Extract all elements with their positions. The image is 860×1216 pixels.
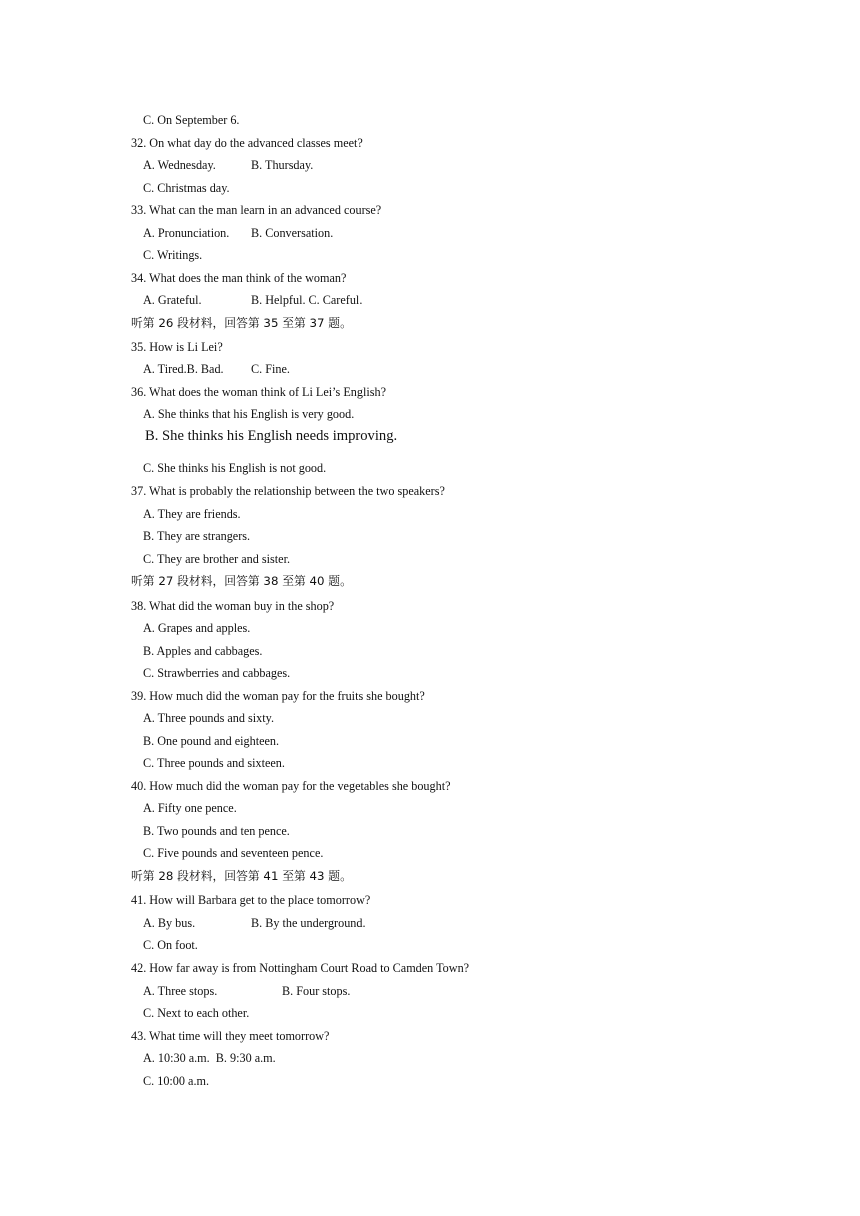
option-text: B. Helpful. C. Careful.	[251, 293, 363, 307]
option-line: C. Five pounds and seventeen pence.	[143, 846, 324, 860]
option-text: A. Wednesday.	[143, 158, 216, 172]
question-text: 33. What can the man learn in an advanced course?	[131, 203, 382, 217]
option-line	[143, 226, 334, 240]
question-text: 38. What did the woman buy in the shop?	[131, 599, 335, 613]
option-line: A. She thinks that his English is very good.	[143, 407, 355, 421]
option-line: C. On foot.	[143, 938, 198, 952]
option-line: C. Writings.	[143, 248, 203, 262]
option-line	[143, 916, 366, 930]
question-text: 40. How much did the woman pay for the vegetables she bought?	[131, 779, 451, 793]
option-line	[143, 984, 351, 998]
question-text: 42. How far away is from Nottingham Court Road to Camden Town?	[131, 961, 470, 975]
section-instruction: 听第 27 段材料，回答第 38 至第 40 题。	[131, 574, 352, 588]
section-instruction: 听第 26 段材料，回答第 35 至第 37 题。	[131, 316, 352, 330]
question-text: 34. What does the man think of the woman?	[131, 271, 347, 285]
option-line: A. They are friends.	[143, 507, 241, 521]
option-text: A. Grateful.	[143, 293, 202, 307]
question-text: 35. How is Li Lei?	[131, 340, 223, 354]
option-line: C. They are brother and sister.	[143, 552, 290, 566]
option-line: A. Three pounds and sixty.	[143, 711, 274, 725]
option-line: B. One pound and eighteen.	[143, 734, 280, 748]
option-line: A. Fifty one pence.	[143, 801, 237, 815]
option-line: C. Next to each other.	[143, 1006, 250, 1020]
option-line: C. Three pounds and sixteen.	[143, 756, 285, 770]
question-text: 39. How much did the woman pay for the fruits she bought?	[131, 689, 425, 703]
option-text: B. Thursday.	[251, 158, 314, 172]
option-line: B. She thinks his English needs improving.	[145, 428, 398, 444]
question-text: 37. What is probably the relationship between the two speakers?	[131, 484, 445, 498]
option-line	[143, 158, 314, 172]
option-line: A. 10:30 a.m. B. 9:30 a.m.	[143, 1051, 276, 1065]
option-text: B. Four stops.	[282, 984, 351, 998]
option-line	[143, 362, 290, 376]
option-line: B. Apples and cabbages.	[143, 644, 263, 658]
option-text: A. By bus.	[143, 916, 196, 930]
option-text: A. Tired.B. Bad.	[143, 362, 224, 376]
question-text: 41. How will Barbara get to the place tomorrow?	[131, 893, 371, 907]
option-text: B. Conversation.	[251, 226, 334, 240]
option-line: C. Strawberries and cabbages.	[143, 666, 291, 680]
option-line: B. They are strangers.	[143, 529, 251, 543]
question-text: 43. What time will they meet tomorrow?	[131, 1029, 330, 1043]
option-text: C. Fine.	[251, 362, 290, 376]
option-text: A. Pronunciation.	[143, 226, 230, 240]
question-text: 36. What does the woman think of Li Lei’s English?	[131, 385, 386, 399]
option-line: C. On September 6.	[143, 113, 240, 127]
question-text: 32. On what day do the advanced classes meet?	[131, 136, 363, 150]
option-line: B. Two pounds and ten pence.	[143, 824, 290, 838]
option-line: C. She thinks his English is not good.	[143, 461, 327, 475]
option-text: A. Three stops.	[143, 984, 218, 998]
option-line	[143, 293, 363, 307]
option-line: C. 10:00 a.m.	[143, 1074, 210, 1088]
option-line: A. Grapes and apples.	[143, 621, 251, 635]
option-line: C. Christmas day.	[143, 181, 230, 195]
option-text: B. By the underground.	[251, 916, 366, 930]
section-instruction: 听第 28 段材料，回答第 41 至第 43 题。	[131, 869, 352, 883]
